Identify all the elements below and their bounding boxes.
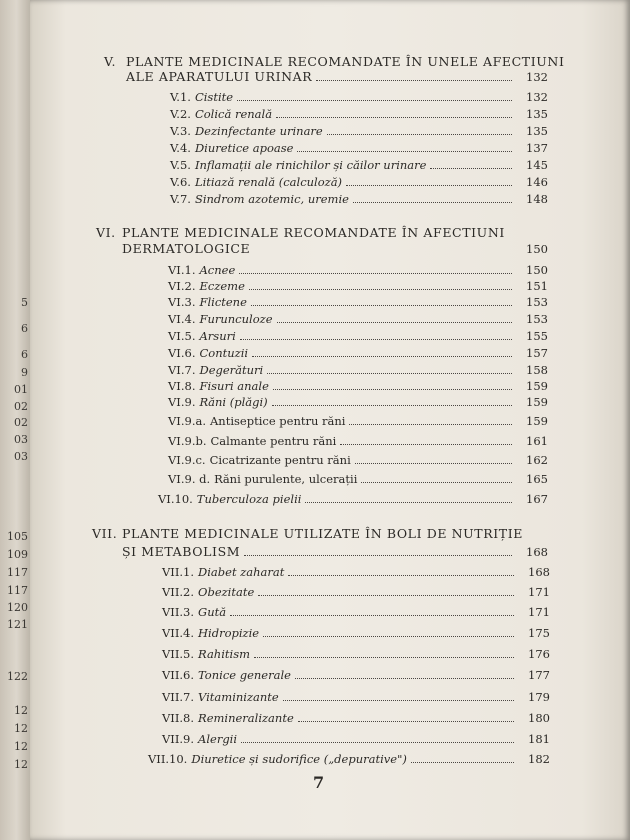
- leader-dots: [252, 356, 512, 357]
- leader-dots: [349, 424, 512, 425]
- toc-entry: [170, 156, 548, 172]
- section-title-line: PLANTE MEDICINALE RECOMANDATE ÎN AFECTIUNI: [122, 225, 505, 240]
- entry-code: VII.5.: [162, 647, 195, 661]
- toc-entry: [162, 688, 550, 704]
- facing-page-edge: [0, 0, 30, 840]
- page-number: 151: [526, 279, 548, 293]
- entry-code: VII.9.: [162, 732, 195, 746]
- entry-label: Antiseptice pentru răni: [210, 414, 346, 428]
- toc-entry: [168, 293, 548, 309]
- leader-dots: [241, 742, 514, 743]
- margin-number: 12: [14, 758, 28, 771]
- leader-dots: [430, 168, 512, 169]
- leader-dots: [244, 555, 512, 556]
- entry-code: VI.10.: [158, 492, 193, 506]
- leader-dots: [355, 463, 512, 464]
- margin-number: 109: [7, 548, 28, 561]
- entry-label: Flictene: [199, 295, 247, 309]
- entry-code: VI.5.: [168, 329, 196, 343]
- entry-code: VII.1.: [162, 565, 195, 579]
- page-number: 135: [526, 107, 548, 121]
- entry-label: Cistite: [194, 90, 234, 104]
- entry-code: VI.1.: [168, 263, 196, 277]
- leader-dots: [316, 80, 512, 81]
- entry-label: Colică renală: [194, 107, 273, 121]
- entry-label: Inflamații ale rinichilor și căilor urinare: [194, 158, 427, 172]
- leader-dots: [305, 502, 512, 503]
- page-number: 148: [526, 192, 548, 206]
- entry-label: Diabet zaharat: [198, 565, 285, 579]
- margin-number: 121: [7, 618, 28, 631]
- page-number: 168: [528, 565, 550, 579]
- page-number: 146: [526, 175, 548, 189]
- section-heading-row: [122, 240, 548, 256]
- section-title-line: DERMATOLOGICE: [122, 241, 251, 256]
- page-number: 181: [528, 732, 550, 746]
- toc-entry: [168, 377, 548, 393]
- leader-dots: [340, 444, 512, 445]
- toc-entry: [170, 88, 548, 104]
- margin-number: 117: [7, 566, 28, 579]
- page-number: 176: [528, 647, 550, 661]
- margin-number: 9: [21, 366, 28, 379]
- entry-code: VII.6.: [162, 668, 195, 682]
- margin-number: 12: [14, 722, 28, 735]
- leader-dots: [251, 305, 512, 306]
- section-numeral: VI.: [96, 225, 116, 240]
- toc-entry: [168, 412, 548, 428]
- entry-label: Contuzii: [199, 346, 249, 360]
- leader-dots: [276, 117, 512, 118]
- margin-number: 12: [14, 704, 28, 717]
- entry-label: Gută: [198, 605, 227, 619]
- entry-label: Fisuri anale: [199, 379, 269, 393]
- entry-label: Eczeme: [199, 279, 245, 293]
- entry-label: Acnee: [199, 263, 236, 277]
- margin-number: 03: [14, 450, 28, 463]
- entry-label: Obezitate: [198, 585, 255, 599]
- leader-dots: [273, 389, 512, 390]
- leader-dots: [272, 405, 512, 406]
- entry-label: Vitaminizante: [198, 690, 279, 704]
- entry-code: VI.8.: [168, 379, 196, 393]
- page-number: 171: [528, 605, 550, 619]
- entry-label: Răni purulente, ulcerații: [214, 472, 358, 486]
- leader-dots: [230, 615, 514, 616]
- leader-dots: [249, 289, 512, 290]
- margin-number: 105: [7, 530, 28, 543]
- entry-code: VI.3.: [168, 295, 196, 309]
- entry-label: Furunculoze: [199, 312, 273, 326]
- section-numeral: V.: [104, 54, 117, 69]
- section-title-line: ȘI METABOLISM: [122, 544, 241, 559]
- leader-dots: [298, 721, 514, 722]
- page-number-footer: 7: [313, 773, 325, 792]
- margin-number: 02: [14, 400, 28, 413]
- entry-code: VI.9. d.: [168, 472, 211, 486]
- entry-code: VII.3.: [162, 605, 195, 619]
- page-number: 165: [526, 472, 548, 486]
- page-number: 159: [526, 379, 548, 393]
- entry-label: Rahitism: [198, 647, 251, 661]
- leader-dots: [277, 322, 513, 323]
- entry-label: Arsuri: [199, 329, 236, 343]
- entry-label: Dezinfectante urinare: [194, 124, 323, 138]
- section-title-line: PLANTE MEDICINALE RECOMANDATE ÎN UNELE AFECTIUNI: [126, 54, 565, 69]
- page-number: 180: [528, 711, 550, 725]
- leader-dots: [346, 185, 512, 186]
- page-number: 162: [526, 453, 548, 467]
- toc-entry: [168, 393, 548, 409]
- page-number: 179: [528, 690, 550, 704]
- margin-number: 117: [7, 584, 28, 597]
- page-number: 137: [526, 141, 548, 155]
- toc-entry: [162, 603, 550, 619]
- toc-entry: [170, 173, 548, 189]
- entry-code: VII.7.: [162, 690, 195, 704]
- page-number: 159: [526, 414, 548, 428]
- entry-code: VI.9.: [168, 395, 196, 409]
- toc-entry: [170, 105, 548, 121]
- table-of-contents-page: [30, 0, 630, 840]
- leader-dots: [258, 595, 514, 596]
- entry-code: VI.7.: [168, 363, 196, 377]
- entry-code: VI.9.a.: [168, 414, 206, 428]
- entry-code: V.5.: [170, 158, 191, 172]
- toc-entry: [168, 361, 548, 377]
- toc-entry: [162, 666, 550, 682]
- margin-number: 02: [14, 416, 28, 429]
- page-number: 153: [526, 295, 548, 309]
- entry-code: VI.4.: [168, 312, 196, 326]
- leader-dots: [288, 575, 514, 576]
- entry-label: Diuretice și sudorifice („depurative"): [191, 752, 407, 766]
- margin-number: 6: [21, 322, 28, 335]
- entry-code: V.4.: [170, 141, 191, 155]
- entry-code: VII.2.: [162, 585, 195, 599]
- leader-dots: [411, 762, 514, 763]
- leader-dots: [353, 202, 512, 203]
- toc-entry: [162, 730, 550, 746]
- page-number: 167: [526, 492, 548, 506]
- toc-entry: [168, 432, 548, 448]
- entry-label: Tonice generale: [198, 668, 291, 682]
- page-number: 132: [526, 70, 548, 84]
- page-number: 157: [526, 346, 548, 360]
- page-number: 135: [526, 124, 548, 138]
- entry-label: Tuberculoza pielii: [196, 492, 302, 506]
- entry-label: Hidropizie: [198, 626, 260, 640]
- page-number: 150: [526, 242, 548, 256]
- page-number: 182: [528, 752, 550, 766]
- entry-code: VI.6.: [168, 346, 196, 360]
- entry-code: V.7.: [170, 192, 191, 206]
- toc-entry: [170, 190, 548, 206]
- entry-label: Degerături: [199, 363, 264, 377]
- margin-number: 03: [14, 433, 28, 446]
- leader-dots: [240, 339, 512, 340]
- page-number: 161: [526, 434, 548, 448]
- entry-code: VI.9.c.: [168, 453, 206, 467]
- section-heading-row: [122, 543, 548, 559]
- entry-label: Răni (plăgi): [199, 395, 268, 409]
- toc-entry: [162, 624, 550, 640]
- entry-label: Calmante pentru răni: [210, 434, 337, 448]
- entry-code: VII.4.: [162, 626, 195, 640]
- page-number: 155: [526, 329, 548, 343]
- page-number: 175: [528, 626, 550, 640]
- page-number: 168: [526, 545, 548, 559]
- leader-dots: [237, 100, 512, 101]
- margin-number: 122: [7, 670, 28, 683]
- toc-entry: [168, 451, 548, 467]
- entry-code: V.3.: [170, 124, 191, 138]
- section-title-line: PLANTE MEDICINALE UTILIZATE ÎN BOLI DE NUTRIȚIE: [122, 526, 523, 541]
- entry-label: Sindrom azotemic, uremie: [194, 192, 349, 206]
- entry-label: Alergii: [198, 732, 238, 746]
- toc-entry: [168, 470, 548, 486]
- leader-dots: [297, 151, 512, 152]
- toc-entry: [168, 327, 548, 343]
- entry-code: VI.9.b.: [168, 434, 207, 448]
- entry-label: Litiază renală (calculoză): [194, 175, 343, 189]
- leader-dots: [295, 678, 514, 679]
- toc-entry: [162, 563, 550, 579]
- leader-dots: [267, 373, 512, 374]
- leader-dots: [283, 700, 514, 701]
- entry-label: Remineralizante: [198, 711, 294, 725]
- toc-entry: [162, 583, 550, 599]
- leader-dots: [254, 657, 514, 658]
- leader-dots: [263, 636, 514, 637]
- margin-number: 6: [21, 348, 28, 361]
- toc-entry: [168, 310, 548, 326]
- entry-label: Diuretice apoase: [194, 141, 294, 155]
- page-number: 150: [526, 263, 548, 277]
- toc-entry: [168, 261, 548, 277]
- margin-number: 01: [14, 383, 28, 396]
- toc-entry: [158, 490, 548, 506]
- margin-number: 12: [14, 740, 28, 753]
- page-number: 177: [528, 668, 550, 682]
- leader-dots: [361, 482, 512, 483]
- entry-code: V.2.: [170, 107, 191, 121]
- toc-entry: [148, 750, 550, 766]
- toc-entry: [162, 709, 550, 725]
- entry-label: Cicatrizante pentru răni: [209, 453, 351, 467]
- entry-code: VI.2.: [168, 279, 196, 293]
- section-numeral: VII.: [92, 526, 118, 541]
- leader-dots: [239, 273, 512, 274]
- toc-entry: [170, 139, 548, 155]
- page-number: 153: [526, 312, 548, 326]
- toc-entry: [170, 122, 548, 138]
- entry-code: VII.10.: [148, 752, 188, 766]
- leader-dots: [327, 134, 512, 135]
- page-number: 159: [526, 395, 548, 409]
- section-heading-row: [126, 68, 548, 84]
- margin-number: 120: [7, 601, 28, 614]
- page-number: 132: [526, 90, 548, 104]
- page-number: 158: [526, 363, 548, 377]
- entry-code: V.1.: [170, 90, 191, 104]
- margin-number: 5: [21, 296, 28, 309]
- section-title-line: ALE APARATULUI URINAR: [126, 69, 313, 84]
- toc-entry: [168, 344, 548, 360]
- entry-code: V.6.: [170, 175, 191, 189]
- page-number: 145: [526, 158, 548, 172]
- toc-entry: [168, 277, 548, 293]
- toc-entry: [162, 645, 550, 661]
- page-number: 171: [528, 585, 550, 599]
- entry-code: VII.8.: [162, 711, 195, 725]
